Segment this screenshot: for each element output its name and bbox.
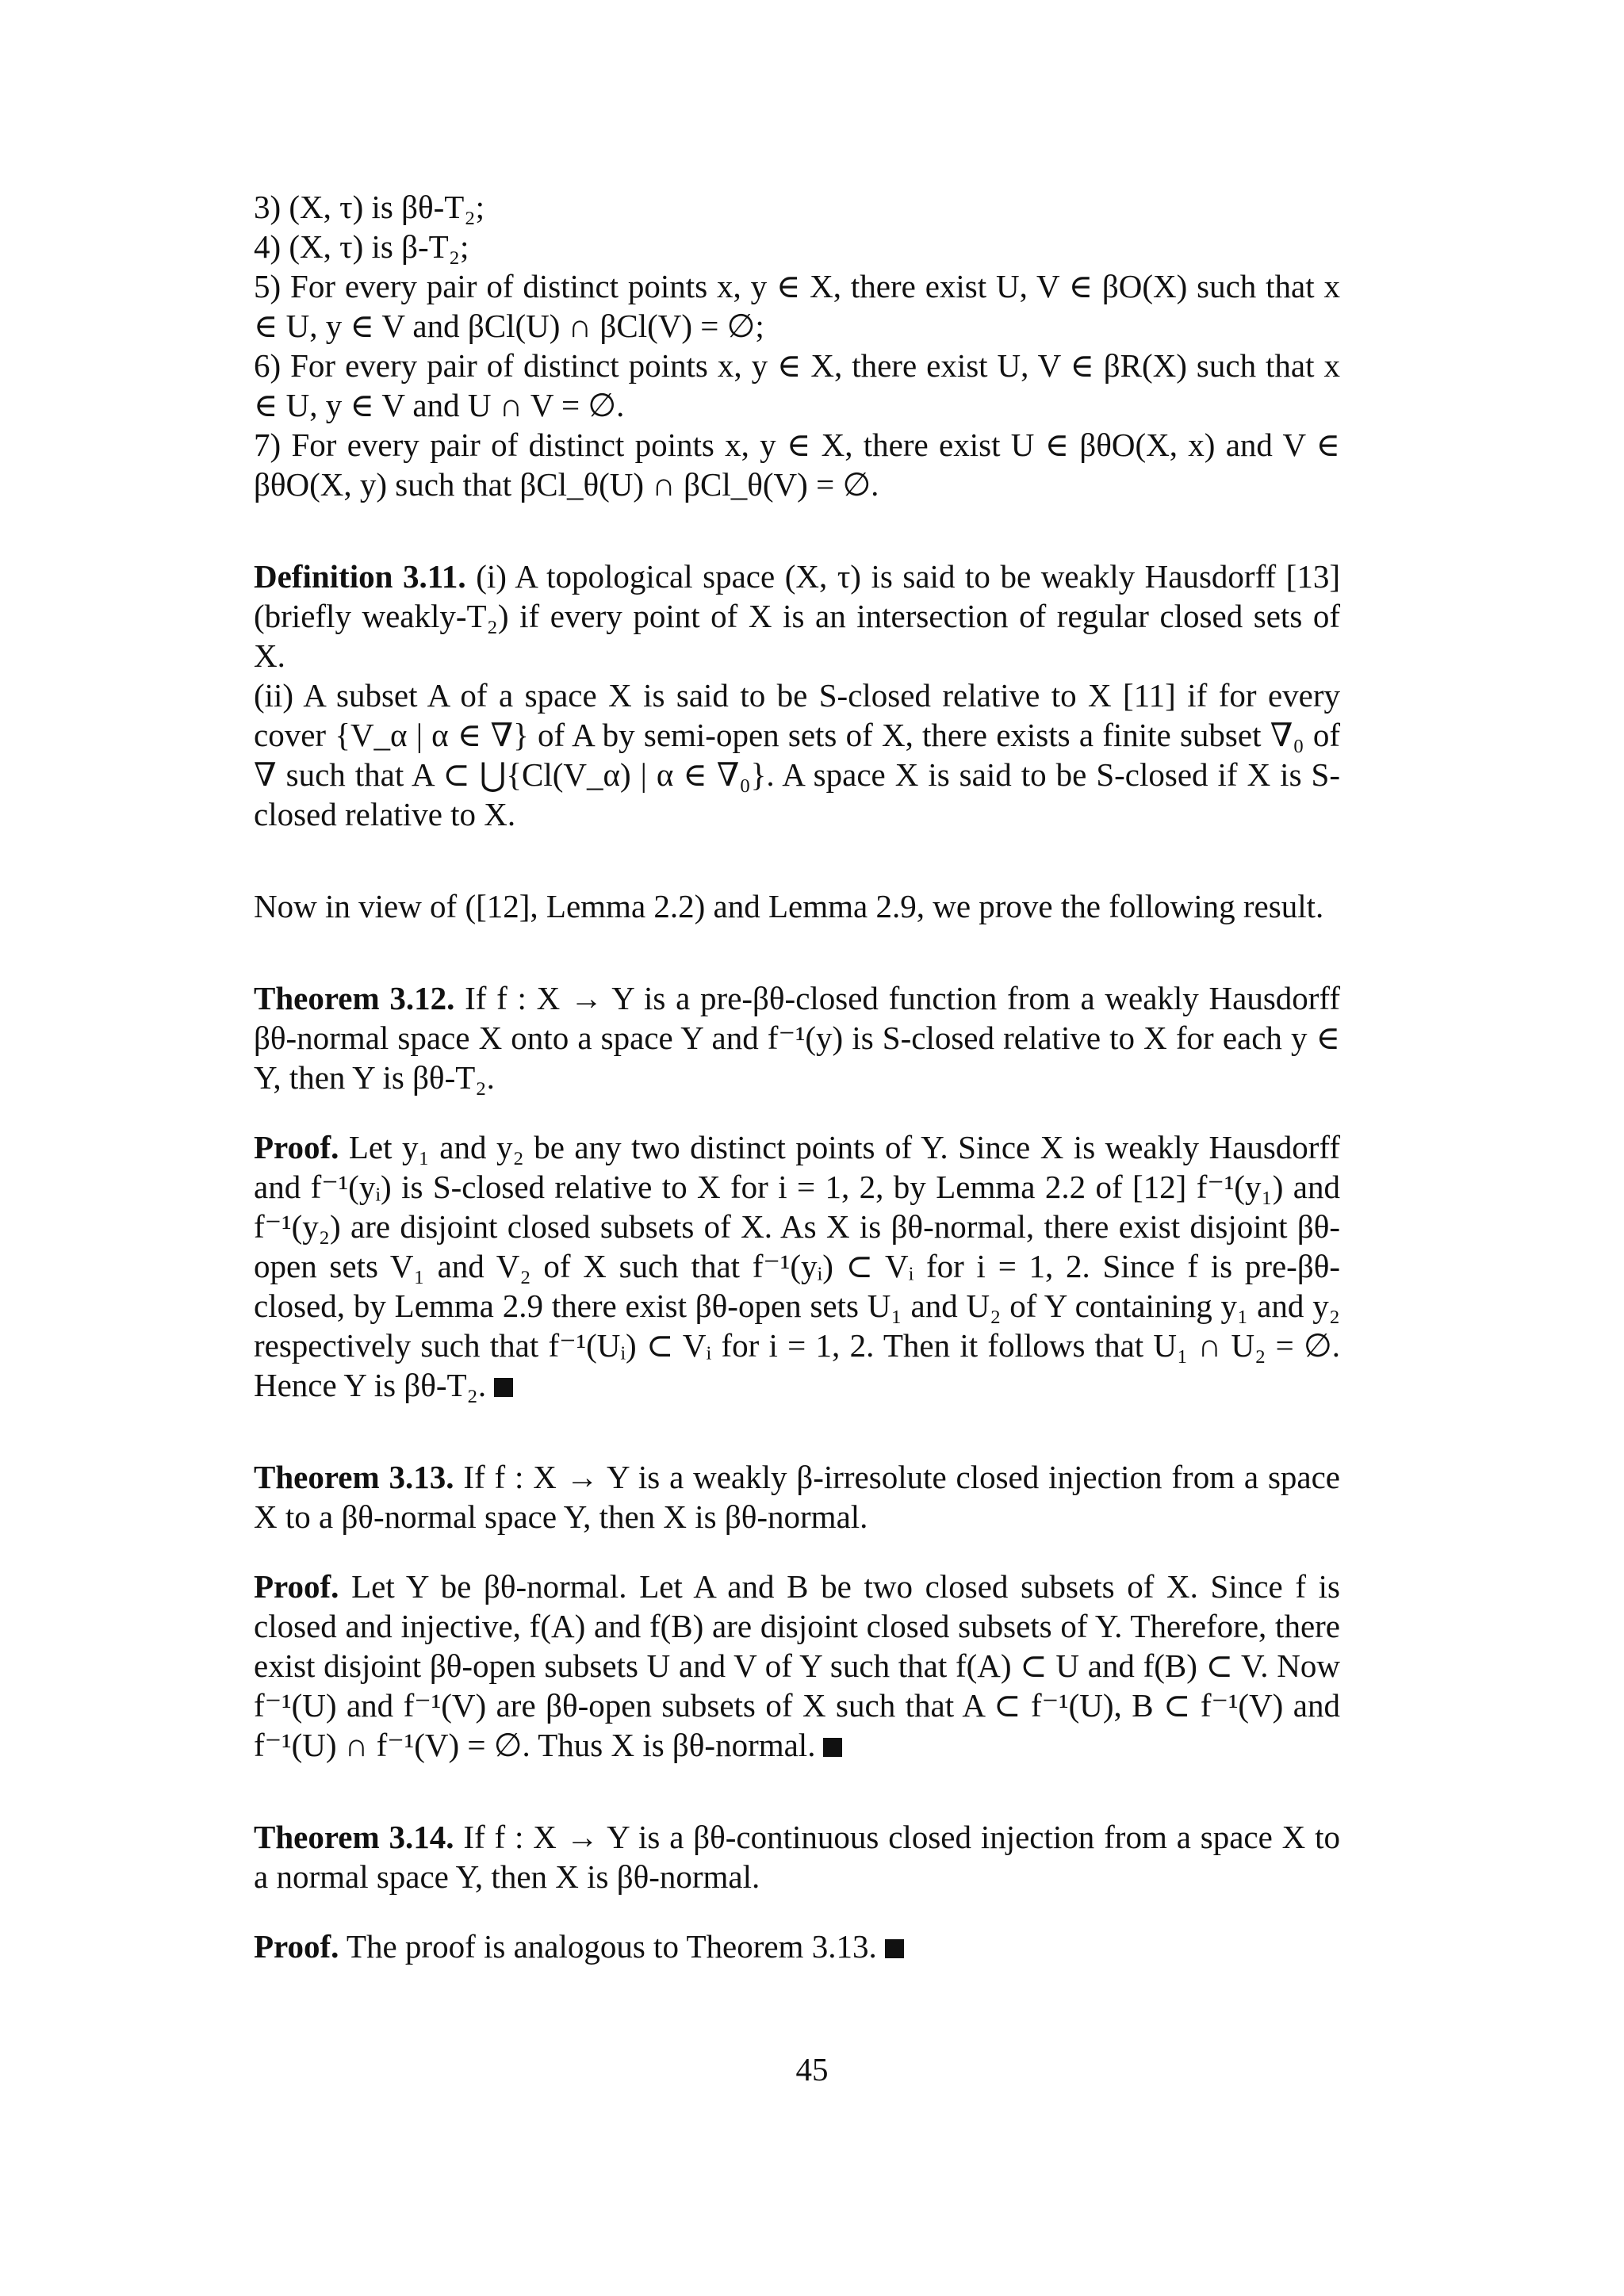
qed-square-icon (823, 1738, 842, 1757)
condition-list (254, 187, 1340, 504)
theorem-3-14 (254, 1817, 1340, 1896)
proof-3-13 (254, 1567, 1340, 1765)
proof-text: Let Y be βθ-normal. Let A and B be two closed subsets of X. Since f is closed and injective, f(A) and f(B) are disjoint closed subsets of Y. Therefore, there exist disjoint βθ-open subsets U and V of Y such that f(A) ⊂ U and f(B) ⊂ V. Now f⁻¹(U) and f⁻¹(V) are βθ-open subsets of X such that A ⊂ f⁻¹(U), B ⊂ f⁻¹(V) and f⁻¹(U) ∩ f⁻¹(V) = ∅. Thus X is βθ-normal. (254, 1568, 1340, 1763)
paper-page-body (254, 187, 1340, 1966)
intro-paragraph: Now in view of ([12], Lemma 2.2) and Lemma 2.9, we prove the following result. (254, 888, 1324, 924)
qed-square-icon (885, 1939, 904, 1958)
theorem-label: Theorem 3.13. (254, 1459, 454, 1495)
theorem-text: If f : X → Y is a weakly β-irresolute closed injection from a space X to a βθ-normal space Y, then X is βθ-normal. (254, 1459, 1341, 1535)
theorem-label: Theorem 3.14. (254, 1819, 454, 1855)
list-item: 6) For every pair of distinct points x, y ∈ X, there exist U, V ∈ βR(X) such that x ∈ U, y ∈ V and U ∩ V = ∅. (254, 347, 1340, 423)
qed-square-icon (494, 1378, 513, 1397)
theorem-text: If f : X → Y is a pre-βθ-closed function from a weakly Hausdorff βθ-normal space X onto a space Y and f⁻¹(y) is S-closed relative to X for each y ∈ Y, then Y is βθ-T₂. (254, 980, 1340, 1096)
proof-label: Proof. (254, 1129, 339, 1165)
list-item: 7) For every pair of distinct points x, y ∈ X, there exist U ∈ βθO(X, x) and V ∈ βθO(X, y) such that βCl_θ(U) ∩ βCl_θ(V) = ∅. (254, 427, 1340, 503)
proof-text: The proof is analogous to Theorem 3.13. (346, 1928, 877, 1965)
proof-3-14 (254, 1927, 1340, 1966)
proof-label: Proof. (254, 1568, 339, 1605)
list-item: 3) (X, τ) is βθ-T₂; (254, 189, 485, 225)
list-item: 4) (X, τ) is β-T₂; (254, 228, 469, 265)
definition-3-11 (254, 557, 1340, 834)
proof-text: Let y₁ and y₂ be any two distinct points of Y. Since X is weakly Hausdorff and f⁻¹(yᵢ) is S-closed relative to X for i = 1, 2, by Lemma 2.2 of [12] f⁻¹(y₁) and f⁻¹(y₂) are disjoint closed subsets of X. As X is βθ-normal, there exist disjoint βθ-open sets V₁ and V₂ of X such that f⁻¹(yᵢ) ⊂ Vᵢ for i = 1, 2. Since f is pre-βθ-closed, by Lemma 2.9 there exist βθ-open sets U₁ and U₂ of Y containing y₁ and y₂ respectively such that f⁻¹(Uᵢ) ⊂ Vᵢ for i = 1, 2. Then it follows that U₁ ∩ U₂ = ∅. Hence Y is βθ-T₂. (254, 1129, 1340, 1403)
list-item: 5) For every pair of distinct points x, y ∈ X, there exist U, V ∈ βO(X) such that x ∈ U, y ∈ V and βCl(U) ∩ βCl(V) = ∅; (254, 268, 1340, 344)
definition-part-2: (ii) A subset A of a space X is said to be S-closed relative to X [11] if for every cover {V_α | α ∈ ∇} of A by semi-open sets of X, there exists a finite subset ∇₀ of ∇ such that A ⊂ ⋃{Cl(V_α) | α ∈ ∇₀}. A space X is said to be S-closed if X is S-closed relative to X. (254, 677, 1340, 832)
theorem-3-12 (254, 978, 1340, 1097)
theorem-3-13 (254, 1457, 1340, 1536)
theorem-text: If f : X → Y is a βθ-continuous closed injection from a space X to a normal space Y, then X is βθ-normal. (254, 1819, 1341, 1895)
definition-label: Definition 3.11. (254, 558, 466, 595)
proof-label: Proof. (254, 1928, 339, 1965)
page-number: 45 (795, 2051, 829, 2087)
definition-part-1: (i) A topological space (X, τ) is said to be weakly Hausdorff [13] (briefly weakly-T₂) if every point of X is an intersection of regular closed sets of X. (254, 558, 1340, 674)
proof-3-12 (254, 1127, 1340, 1405)
theorem-label: Theorem 3.12. (254, 980, 455, 1016)
